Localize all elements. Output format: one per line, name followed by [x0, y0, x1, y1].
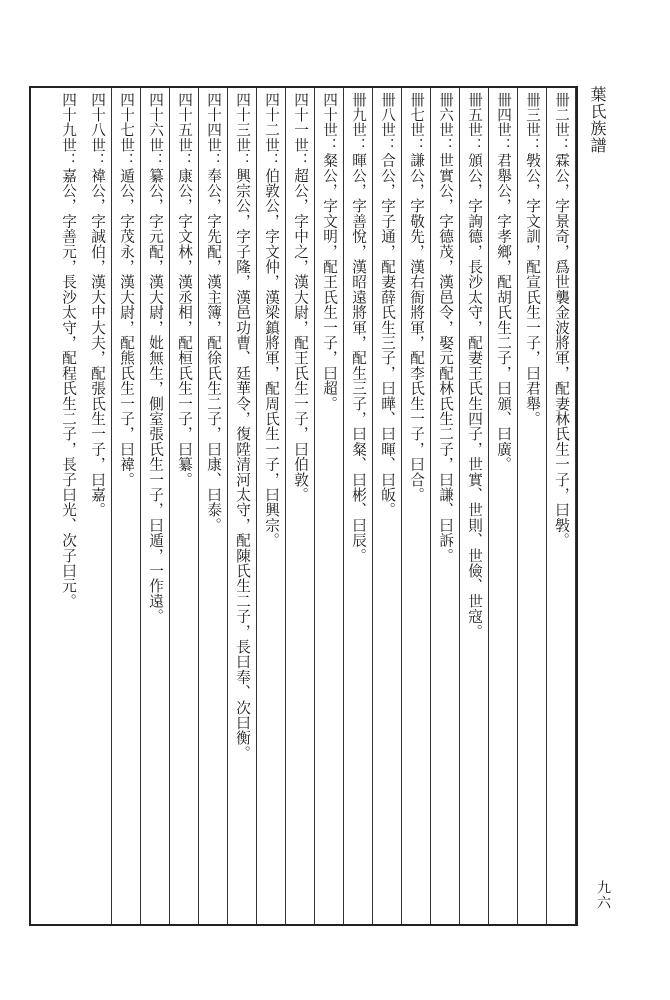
genealogy-entry: 四十五世：康公，字文林，漢丞相，配桓氏生一子，曰纂。	[176, 92, 193, 488]
table-column	[431, 88, 460, 924]
table-column	[344, 88, 373, 924]
table-column	[547, 88, 576, 924]
table-column	[257, 88, 286, 924]
table-column	[460, 88, 489, 924]
genealogy-entry: 卌八世：合公，字子通，配妻薛氏生三子，曰曄、曰暉、曰皈。	[379, 92, 396, 518]
table-column	[112, 88, 141, 924]
table-column	[170, 88, 199, 924]
table-column	[402, 88, 431, 924]
table-column	[199, 88, 228, 924]
genealogy-entry: 四十四世：奉公，字先配，漢主簿，配徐氏生二子，曰康、曰泰。	[205, 92, 222, 533]
genealogy-entry: 卌三世：斅公，字文訓，配宣氏生一子，曰君舉。	[524, 92, 541, 427]
genealogy-entry: 卌九世：暉公，字善悅，漢昭遠將軍，配生三子，曰粲、曰彬、曰辰。	[350, 92, 367, 564]
side-title: 葉氏族譜	[588, 86, 607, 154]
genealogy-entry: 卌二世：霖公，字景奇，爲世襲金波將軍，配妻林氏生一子，曰斅。	[553, 92, 570, 548]
genealogy-entry: 卌五世：頒公，字詢德，長沙太守，配妻王氏生四子，世實、世則、世儉、世寇。	[466, 92, 483, 640]
table-column	[489, 88, 518, 924]
genealogy-entry: 四十三世：興宗公，字子隆，漢邑功曹、廷華令，復陞清河太守，配陳氏生二子，長曰奉、次曰衡。	[234, 92, 251, 761]
genealogy-table	[29, 86, 578, 926]
table-column	[228, 88, 257, 924]
genealogy-entry: 卌四世：君舉公，字孝鄉，配胡氏生二子，曰頒、曰廣。	[495, 92, 512, 472]
genealogy-entry: 四十一世：超公，字中之，漢大尉，配王氏生一子，曰伯敦。	[292, 92, 309, 503]
table-column	[286, 88, 315, 924]
page-number: 九六	[595, 880, 611, 910]
table-column	[373, 88, 402, 924]
genealogy-entry: 四十二世：伯敦公，字文仲，漢梁鎮將軍，配周氏生一子，曰興宗。	[263, 92, 280, 548]
genealogy-entry: 四十六世：纂公，字元配，漢大尉，妣無生，側室張氏生一子，曰遁，一作遠。	[147, 92, 164, 624]
table-column	[315, 88, 344, 924]
table-column	[83, 88, 112, 924]
genealogy-entry: 四十世：粲公，字文明，配王氏生一子，曰超。	[321, 92, 338, 412]
genealogy-entry: 四十七世：遁公，字茂永，漢大尉，配熊氏生一子，曰褘。	[118, 92, 135, 488]
table-column	[54, 88, 83, 924]
genealogy-entry: 四十九世：嘉公，字善元，長沙太守，配程氏生二子，長子曰光、次子曰元。	[60, 92, 77, 609]
genealogy-entry: 卌六世：世實公，字德茂，漢邑令，娶元配林氏生二子，曰謙、曰訴。	[437, 92, 454, 564]
genealogy-entry: 四十八世：褘公，字誠伯，漢大中大夫，配張氏生一子，曰嘉。	[89, 92, 106, 518]
genealogy-entry: 卌七世：謙公，字敬先，漢右衙將軍，配李氏生一子，曰合。	[408, 92, 425, 503]
table-column	[141, 88, 170, 924]
table-column	[518, 88, 547, 924]
